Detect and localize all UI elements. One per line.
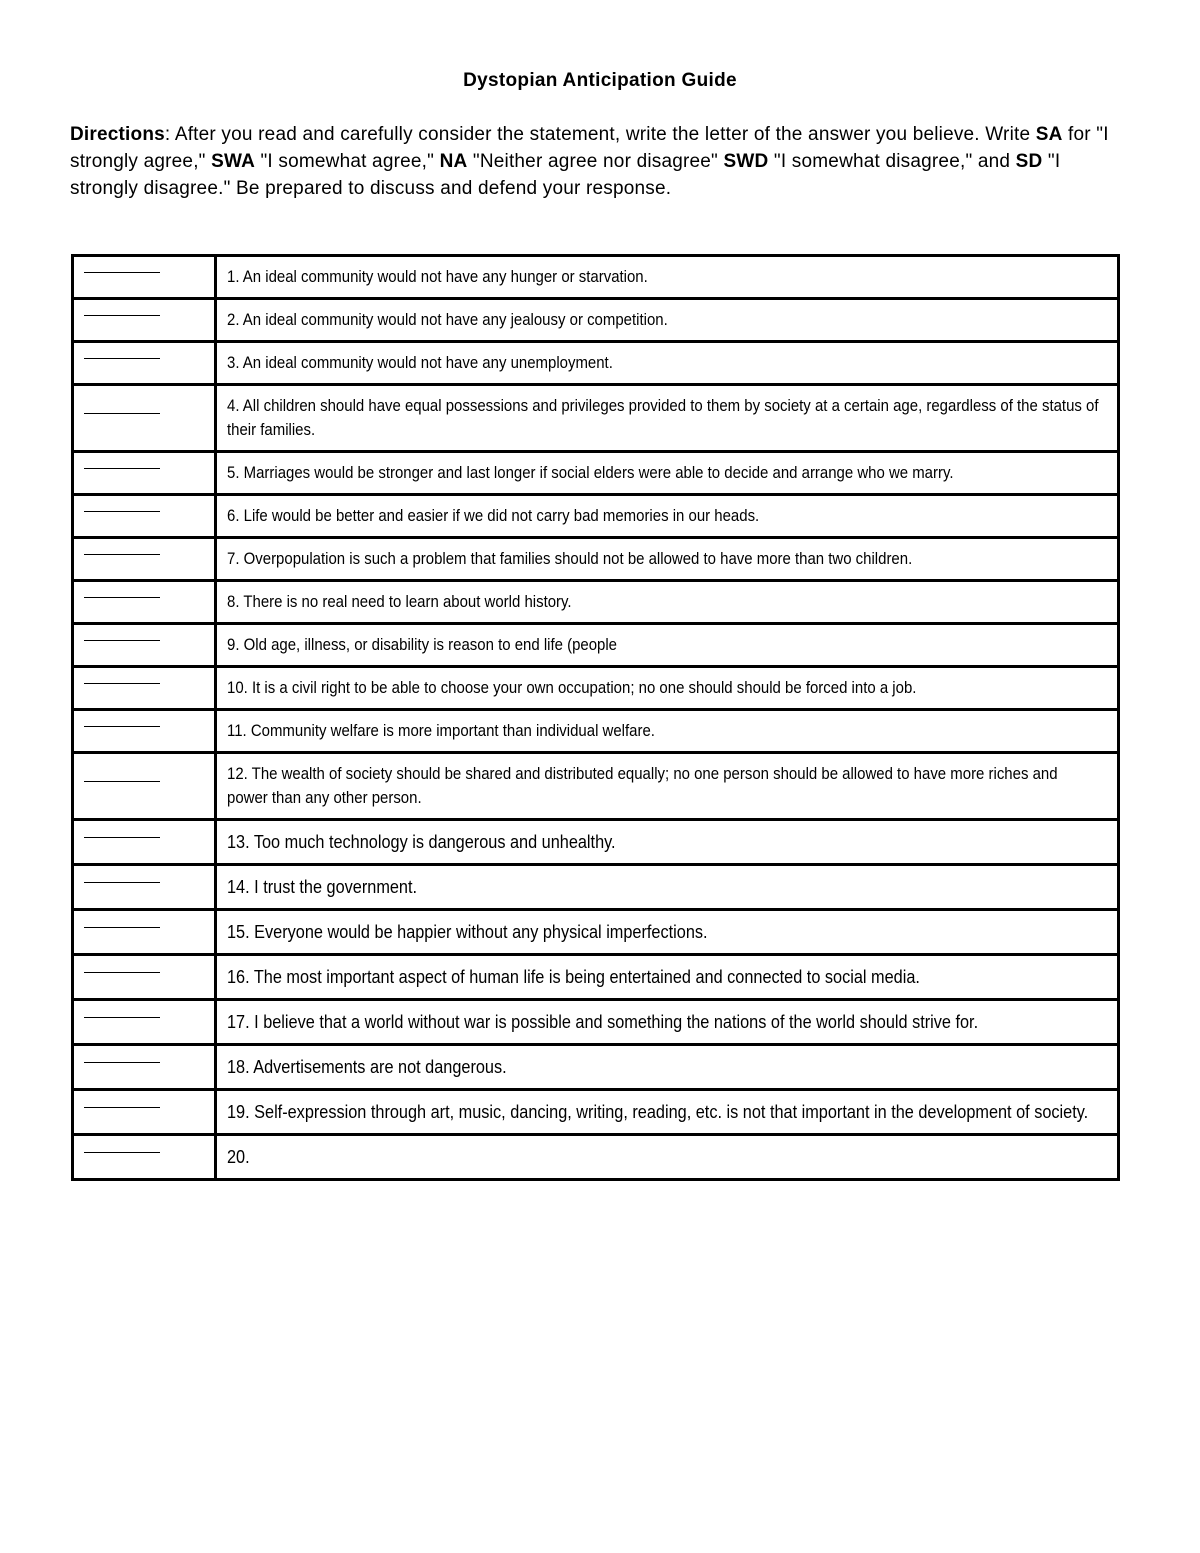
anticipation-table <box>71 254 1120 1181</box>
statement-cell <box>216 385 1119 452</box>
statement-cell <box>216 710 1119 753</box>
table-row <box>73 495 1119 538</box>
directions-text: "Neither agree nor disagree" <box>467 151 724 172</box>
answer-blank[interactable] <box>73 1135 216 1180</box>
statement-cell <box>216 299 1119 342</box>
answer-blank[interactable] <box>73 1090 216 1135</box>
table-row <box>73 1135 1119 1180</box>
table-row <box>73 955 1119 1000</box>
statement-text: 10. It is a civil right to be able to choose your own occupation; no one should should be forced into a job. <box>227 678 917 697</box>
directions-label: Directions <box>70 124 165 145</box>
answer-blank[interactable] <box>73 581 216 624</box>
answer-blank[interactable] <box>73 256 216 299</box>
statement-cell <box>216 624 1119 667</box>
answer-blank[interactable] <box>73 452 216 495</box>
statement-cell <box>216 1000 1119 1045</box>
statement-text: 19. Self-expression through art, music, dancing, writing, reading, etc. is not that important in the development of society. <box>227 1101 1089 1122</box>
table-row <box>73 299 1119 342</box>
statement-cell <box>216 495 1119 538</box>
statement-text: 13. Too much technology is dangerous and unhealthy. <box>227 831 616 852</box>
table-row <box>73 910 1119 955</box>
answer-blank[interactable] <box>73 1045 216 1090</box>
table-row <box>73 342 1119 385</box>
code-swa: SWA <box>211 151 255 172</box>
directions-text: "I strongly disagree." Be prepared to discuss and defend your response. <box>70 151 1061 199</box>
statement-text: 20. <box>227 1146 250 1167</box>
code-na: NA <box>439 151 468 172</box>
statement-cell <box>216 1135 1119 1180</box>
statement-text: 15. Everyone would be happier without any physical imperfections. <box>227 921 708 942</box>
statement-cell <box>216 581 1119 624</box>
table-row <box>73 452 1119 495</box>
code-sd: SD <box>1015 151 1043 172</box>
statement-text: 17. I believe that a world without war is possible and something the nations of the world should strive for. <box>227 1011 979 1032</box>
answer-blank[interactable] <box>73 820 216 865</box>
statement-text: 16. The most important aspect of human life is being entertained and connected to social media. <box>227 966 920 987</box>
statement-cell <box>216 1090 1119 1135</box>
statement-cell <box>216 753 1119 820</box>
statement-cell <box>216 342 1119 385</box>
answer-blank[interactable] <box>73 299 216 342</box>
directions-text: "I somewhat agree," <box>255 151 440 172</box>
answer-blank[interactable] <box>73 710 216 753</box>
statement-text: 18. Advertisements are not dangerous. <box>227 1056 507 1077</box>
statement-cell <box>216 1045 1119 1090</box>
answer-blank[interactable] <box>73 955 216 1000</box>
directions-text: "I somewhat disagree," and <box>768 151 1016 172</box>
answer-blank[interactable] <box>73 495 216 538</box>
statement-text: 9. Old age, illness, or disability is reason to end life (people <box>227 635 618 654</box>
statement-cell <box>216 667 1119 710</box>
statement-cell <box>216 256 1119 299</box>
table-row <box>73 710 1119 753</box>
table-row <box>73 820 1119 865</box>
answer-blank[interactable] <box>73 1000 216 1045</box>
table-row <box>73 1090 1119 1135</box>
answer-blank[interactable] <box>73 910 216 955</box>
code-sa: SA <box>1035 124 1063 145</box>
answer-blank[interactable] <box>73 667 216 710</box>
statement-text: 8. There is no real need to learn about world history. <box>227 592 572 611</box>
directions-paragraph <box>70 121 1130 202</box>
statement-cell <box>216 820 1119 865</box>
statement-text: 7. Overpopulation is such a problem that families should not be allowed to have more than two children. <box>227 549 913 568</box>
statement-text: 14. I trust the government. <box>227 876 418 897</box>
directions-text: for "I strongly agree," <box>70 124 1109 172</box>
directions-text: : After you read and carefully consider the statement, write the letter of the answer you believe. Write <box>164 124 1036 145</box>
statement-cell <box>216 910 1119 955</box>
statement-text: 12. The wealth of society should be shared and distributed equally; no one person should be allowed to have more riches and power than any other person. <box>227 764 1058 807</box>
table-row <box>73 581 1119 624</box>
answer-blank[interactable] <box>73 865 216 910</box>
answer-blank[interactable] <box>73 624 216 667</box>
answer-blank[interactable] <box>73 538 216 581</box>
answer-blank[interactable] <box>73 342 216 385</box>
statement-text: 3. An ideal community would not have any unemployment. <box>227 353 613 372</box>
table-row <box>73 753 1119 820</box>
table-row <box>73 1000 1119 1045</box>
table-row <box>73 667 1119 710</box>
statement-cell <box>216 538 1119 581</box>
statement-cell <box>216 865 1119 910</box>
statement-cell <box>216 452 1119 495</box>
code-swd: SWD <box>723 151 769 172</box>
table-row <box>73 624 1119 667</box>
table-row <box>73 385 1119 452</box>
table-row <box>73 256 1119 299</box>
table-row <box>73 1045 1119 1090</box>
answer-blank[interactable] <box>73 385 216 452</box>
statement-text: 5. Marriages would be stronger and last longer if social elders were able to decide and arrange who we marry. <box>227 463 954 482</box>
statement-text: 11. Community welfare is more important than individual welfare. <box>227 721 655 740</box>
table-row <box>73 865 1119 910</box>
answer-blank[interactable] <box>73 753 216 820</box>
statement-text: 1. An ideal community would not have any hunger or starvation. <box>227 267 648 286</box>
statement-text: 6. Life would be better and easier if we did not carry bad memories in our heads. <box>227 506 760 525</box>
table-row <box>73 538 1119 581</box>
statement-text: 2. An ideal community would not have any jealousy or competition. <box>227 310 668 329</box>
page-title: Dystopian Anticipation Guide <box>463 70 737 91</box>
statement-cell <box>216 955 1119 1000</box>
statement-text: 4. All children should have equal possessions and privileges provided to them by society at a certain age, regardless of the status of their families. <box>227 396 1099 439</box>
